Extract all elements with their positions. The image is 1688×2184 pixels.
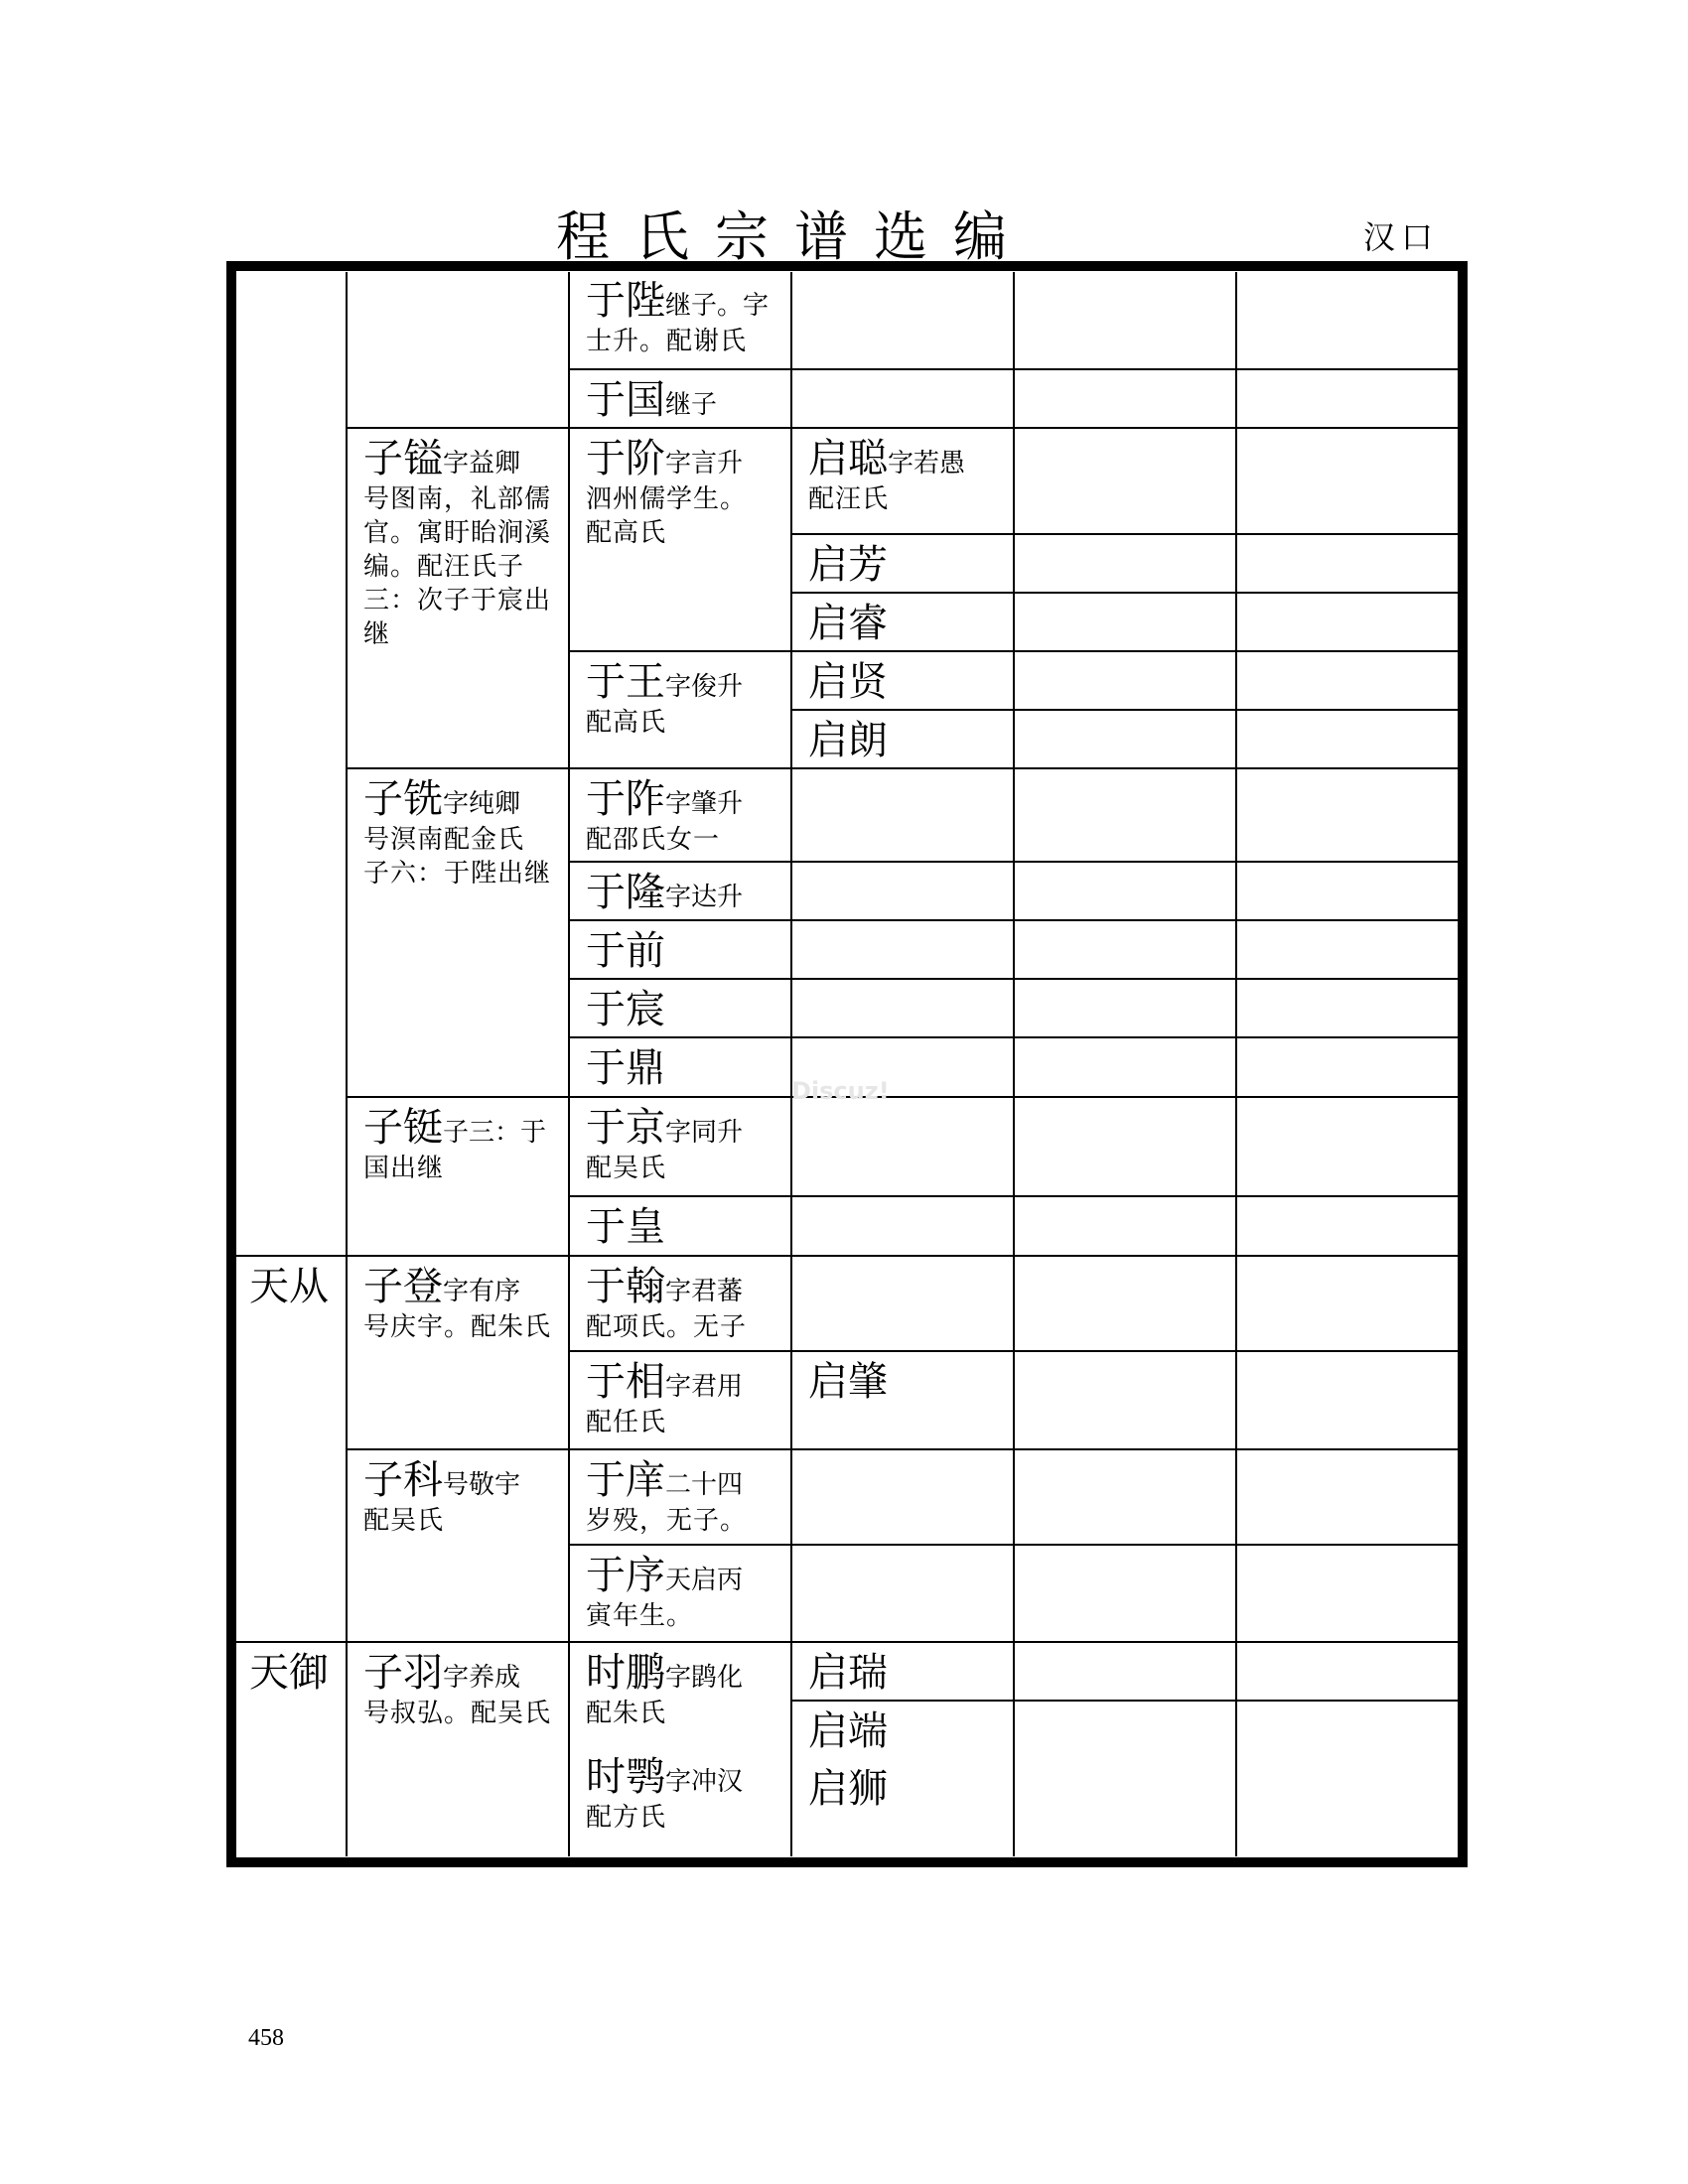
- row-divider: [790, 1700, 1460, 1702]
- person-qi-zhao: 启肇: [808, 1359, 888, 1405]
- watermark: Discuz!: [791, 1077, 890, 1105]
- person-yu-xu: 于序天启丙 寅年生。: [586, 1553, 744, 1631]
- person-yu-bi: 于陛继子。字 士升。配谢氏: [586, 278, 770, 356]
- row-divider: [790, 533, 1460, 535]
- person-zi-ting: 子铤子三：于 国出继: [363, 1105, 547, 1183]
- person-shi-e: 时鹗字冲汉 配方氏: [586, 1754, 744, 1833]
- person-yu-guo: 于国继子: [586, 377, 718, 423]
- row-divider: [790, 592, 1460, 594]
- person-zi-ke: 子科号敬宇 配吴氏: [363, 1457, 521, 1536]
- row-divider: [346, 1096, 1460, 1098]
- row-divider: [568, 368, 1460, 370]
- person-yu-wang: 于王字俊升 配高氏: [586, 659, 744, 738]
- person-zi-yi: 子镒字益卿 号图南，礼部儒 官。寓盱眙涧溪 编。配汪氏子 三：次子于宸出 继: [363, 436, 552, 649]
- person-yu-ding: 于鼎: [586, 1045, 665, 1091]
- person-qi-cong: 启聪字若愚 配汪氏: [808, 436, 966, 514]
- person-yu-chen: 于宸: [586, 987, 665, 1032]
- person-zi-xian: 子铣字纯卿 号溟南配金氏 子六：于陛出继: [363, 776, 552, 888]
- row-divider: [346, 427, 1460, 429]
- column-divider: [346, 272, 348, 1856]
- person-qi-fang: 启芳: [808, 542, 888, 588]
- row-divider: [234, 1641, 1460, 1643]
- page-title: 程氏宗谱选编: [556, 205, 1033, 268]
- person-qi-xian: 启贤: [808, 659, 888, 705]
- column-divider: [1235, 272, 1237, 1856]
- person-yu-jie: 于阶字言升 泗州儒学生。 配高氏: [586, 436, 748, 548]
- person-qi-rui: 启睿: [808, 601, 888, 646]
- person-qi-shi: 启狮: [808, 1766, 888, 1812]
- column-divider: [1013, 272, 1015, 1856]
- row-divider: [568, 650, 1460, 652]
- row-divider: [568, 861, 1460, 863]
- row-divider: [568, 978, 1460, 980]
- person-yu-qian: 于前: [586, 928, 665, 974]
- row-divider: [568, 1350, 1460, 1352]
- person-zi-yu: 子羽字养成 号叔弘。配吴氏: [363, 1650, 552, 1728]
- person-yu-jing: 于京字同升 配吴氏: [586, 1105, 744, 1183]
- region-label: 汉口: [1363, 218, 1440, 256]
- person-qi-rui-2: 启瑞: [808, 1650, 888, 1696]
- person-yu-han: 于翰字君蕃 配项氏。无子: [586, 1264, 748, 1342]
- row-divider: [568, 919, 1460, 921]
- person-zi-deng: 子登字有序 号庆宇。配朱氏: [363, 1264, 552, 1342]
- column-divider: [790, 272, 792, 1856]
- page-number: 458: [248, 2025, 284, 2051]
- person-yu-long: 于隆字达升: [586, 870, 744, 915]
- generation-name-tiancong: 天从: [249, 1264, 329, 1309]
- row-divider: [346, 1448, 1460, 1450]
- person-yu-huang: 于皇: [586, 1204, 665, 1250]
- row-divider: [568, 1036, 1460, 1038]
- person-yu-xiang: 于相字君用 配任氏: [586, 1359, 744, 1437]
- person-qi-lang: 启朗: [808, 718, 888, 763]
- person-yu-zuo: 于阼字肇升 配邵氏女一: [586, 776, 744, 855]
- row-divider: [346, 767, 1460, 769]
- generation-name-tianyu: 天御: [249, 1650, 329, 1696]
- person-shi-peng: 时鹏字鹍化 配朱氏: [586, 1650, 744, 1728]
- person-yu-xiang-2: 于庠二十四 岁殁，无子。: [586, 1457, 748, 1536]
- row-divider: [568, 1195, 1460, 1197]
- person-qi-duan: 启端: [808, 1708, 888, 1754]
- column-divider: [568, 272, 570, 1856]
- row-divider: [234, 1255, 1460, 1257]
- row-divider: [568, 1544, 1460, 1546]
- row-divider: [790, 709, 1460, 711]
